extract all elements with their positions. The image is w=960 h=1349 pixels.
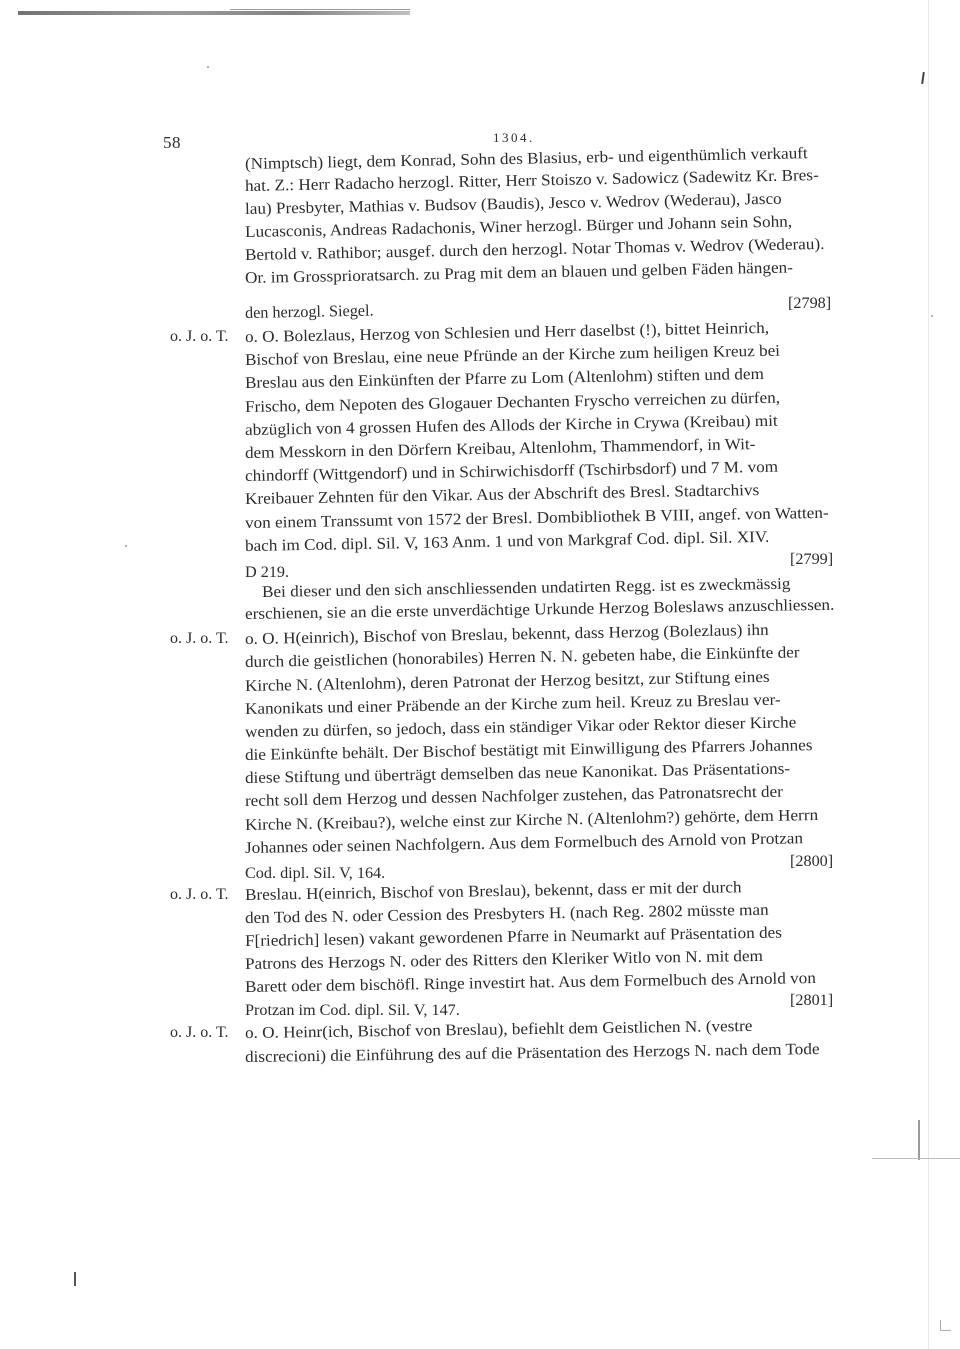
text-line: lau) Presbyter, Mathias v. Budsov (Baudis), Jesco v. Wedrov (Wederau), Jasco bbox=[244, 189, 782, 218]
text-line: discrecioni) die Einführung des auf die Präsentation des Herzogs N. nach dem Tode bbox=[244, 1039, 820, 1066]
text-line: Kirche N. (Altenlohm), deren Patronat der Herzog besitzt, zur Stiftung eines bbox=[244, 667, 770, 695]
regest-number: [2801] bbox=[790, 991, 834, 1009]
text-line: Cod. dipl. Sil. V, 164. bbox=[245, 864, 386, 882]
running-head: 1304. bbox=[493, 130, 535, 145]
text-line: erschienen, sie an die erste unverdächtige Urkunde Herzog Boleslaws anzuschliessen. bbox=[244, 595, 835, 623]
scan-artifact-top bbox=[18, 11, 410, 15]
regest-number: [2799] bbox=[790, 550, 834, 568]
text-line: chindorff (Wittgendorf) und in Schirwichisdorff (Tschirbsdorf) und 7 M. vom bbox=[244, 457, 779, 485]
text-line: Bei dieser und den sich anschliessenden undatirten Regg. ist es zweckmässig bbox=[261, 574, 791, 601]
text-line: Bischof von Breslau, eine neue Pfründe an der Kirche zum heiligen Kreuz bei bbox=[244, 341, 781, 369]
page-number: 58 bbox=[163, 133, 181, 152]
text-line: Frischo, dem Nepoten des Glogauer Dechanten Fryscho verreichen zu dürfen, bbox=[244, 388, 781, 416]
text-line: Lucasconis, Andreas Radachonis, Winer herzogl. Bürger und Johann sein Sohn, bbox=[244, 212, 793, 241]
text-line: Barett oder dem bischöfl. Ringe investirt hat. Aus dem Formelbuch des Arnold von bbox=[244, 969, 816, 996]
text-line: wenden zu dürfen, so jedoch, dass ein ständiger Vikar oder Rektor dieser Kirche bbox=[244, 713, 797, 741]
text-line: Patrons des Herzogs N. oder des Ritters den Kleriker Witlo von N. mit dem bbox=[244, 946, 764, 973]
margin-date: o. J. o. T. bbox=[170, 1024, 229, 1041]
text-line: durch die geistlichen (honorabiles) Herren N. N. gebeten habe, die Einkünfte der bbox=[244, 643, 800, 671]
scan-speck bbox=[207, 66, 209, 68]
text-line: abzüglich von 4 grossen Hufen des Allods der Kirche in Crywa (Kreibau) mit bbox=[244, 411, 778, 439]
margin-date: o. J. o. T. bbox=[170, 630, 229, 647]
text-line: F[riedrich] lesen) vakant gewordenen Pfarre in Neumarkt auf Präsentation des bbox=[244, 923, 783, 950]
text-line: o. O. Bolezlaus, Herzog von Schlesien und Herr daselbst (!), bittet Heinrich, bbox=[244, 318, 770, 346]
text-line: von einem Transsumt von 1572 der Bresl. Dombibliothek B VIII, angef. von Watten- bbox=[244, 503, 829, 532]
text-line: o. O. Heinr(ich, Bischof von Breslau), befiehlt dem Geistlichen N. (vestre bbox=[244, 1016, 753, 1042]
regest-number: [2800] bbox=[790, 852, 834, 870]
text-line: Or. im Grossprioratsarch. zu Prag mit dem an blauen und gelben Fäden hängen- bbox=[244, 258, 794, 287]
text-line: diese Stiftung und überträgt demselben das neue Kanonikat. Das Präsentations- bbox=[244, 759, 791, 787]
text-line: Kreibauer Zehnten für den Vikar. Aus der Abschrift des Bresl. Stadtarchivs bbox=[244, 481, 760, 508]
text-line: Breslau aus den Einkünften der Pfarre zu Lom (Altenlohm) stiften und dem bbox=[244, 364, 764, 392]
regest-number: [2798] bbox=[788, 294, 832, 312]
text-line: dem Messkorn in den Dörfern Kreibau, Altenlohm, Thammendorf, in Wit- bbox=[244, 435, 756, 462]
text-line: recht soll dem Herzog und dessen Nachfolger zustehen, das Patronatsrecht der bbox=[244, 782, 784, 810]
scan-speck bbox=[74, 1272, 76, 1286]
scan-speck bbox=[931, 315, 933, 317]
edge-mark bbox=[918, 1120, 920, 1160]
page-edge bbox=[928, 0, 929, 1349]
edge-rule bbox=[872, 1158, 960, 1159]
scan-speck bbox=[125, 545, 127, 547]
text-line: den Tod des N. oder Cession des Presbyters H. (nach Reg. 2802 müsste man bbox=[244, 900, 769, 927]
scan-artifact-line bbox=[230, 9, 410, 10]
text-line: Protzan im Cod. dipl. Sil. V, 147. bbox=[245, 1001, 460, 1019]
text-line: die Einkünfte behält. Der Bischof bestätigt mit Einwilligung des Pfarrers Johannes bbox=[244, 736, 813, 764]
text-line: Johannes oder seinen Nachfolgern. Aus dem Formelbuch des Arnold von Protzan bbox=[244, 829, 804, 857]
text-line: (Nimptsch) liegt, dem Konrad, Sohn des Blasius, erb- und eigenthümlich verkauft bbox=[244, 144, 808, 173]
text-line: Breslau. H(einrich, Bischof von Breslau), bekennt, dass er mit der durch bbox=[244, 878, 742, 904]
margin-date: o. J. o. T. bbox=[170, 886, 229, 903]
text-line: hat. Z.: Herr Radacho herzogl. Ritter, Herr Stoiszo v. Sadowicz (Sadewitz Kr. Bres- bbox=[244, 165, 819, 195]
text-line: bach im Cod. dipl. Sil. V, 163 Anm. 1 und von Markgraf Cod. dipl. Sil. XIV. bbox=[244, 527, 770, 555]
text-line: Kanonikats und einer Präbende an der Kirche zum heil. Kreuz zu Breslau ver- bbox=[244, 690, 781, 718]
text-line: o. O. H(einrich), Bischof von Breslau, bekennt, dass Herzog (Bolezlaus) ihn bbox=[244, 620, 769, 648]
margin-date: o. J. o. T. bbox=[170, 328, 229, 345]
text-line: Kirche N. (Kreibau?), welche einst zur Kirche N. (Altenlohm?) gehörte, dem Herrn bbox=[244, 805, 819, 834]
text-line: den herzogl. Siegel. bbox=[244, 301, 374, 322]
edge-mark bbox=[921, 72, 925, 84]
text-line: Bertold v. Rathibor; ausgef. durch den herzogl. Notar Thomas v. Wedrov (Wederau). bbox=[244, 234, 825, 264]
text-line: D 219. bbox=[245, 563, 290, 581]
corner-mark bbox=[940, 1320, 951, 1331]
